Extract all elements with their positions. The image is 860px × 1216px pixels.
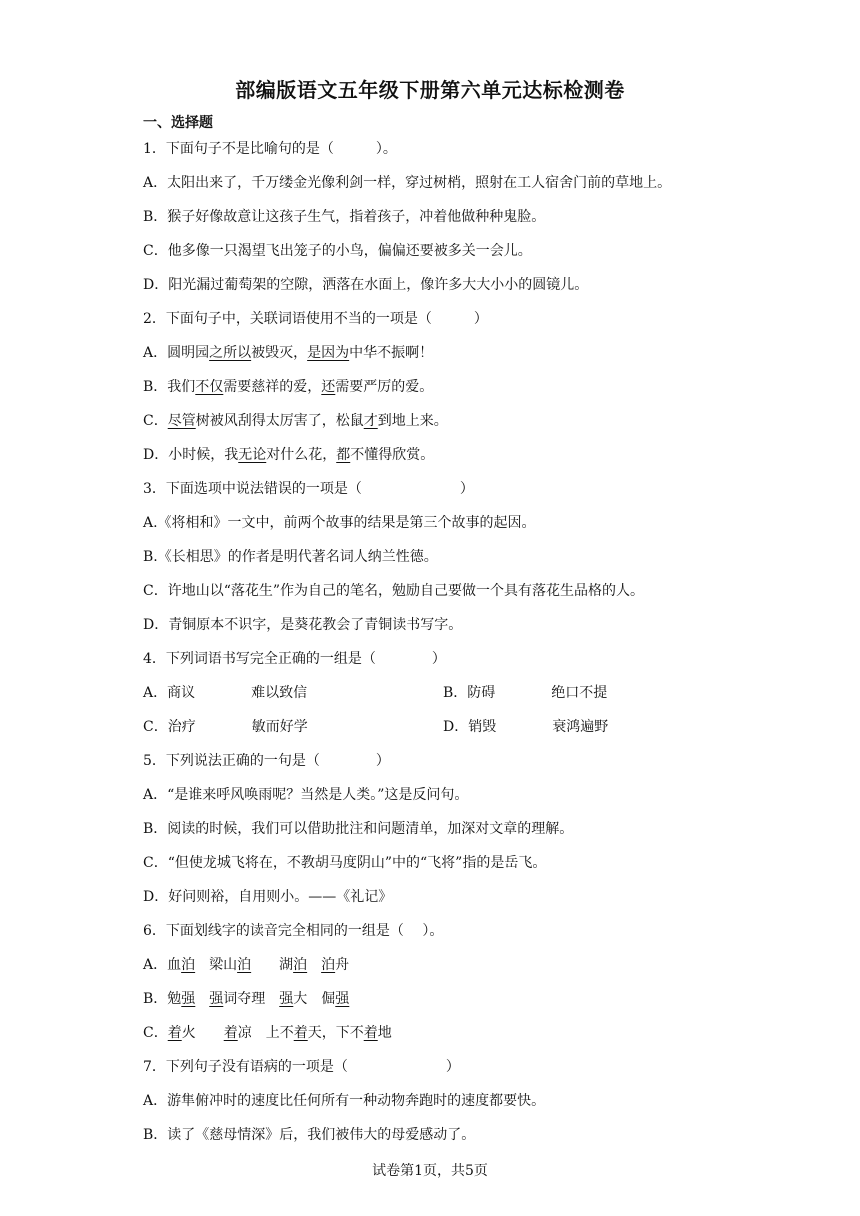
question-5-option-d: D．好问则裕，自用则小。——《礼记》	[143, 889, 393, 905]
question-3-option-d: D．青铜原本不识字，是葵花教会了青铜读书写字。	[143, 617, 463, 633]
question-1-option-c: C．他多像一只渴望飞出笼子的小鸟，偏偏还要被多关一会儿。	[143, 243, 532, 259]
question-4-option-b: B．防碍 绝口不提	[443, 685, 608, 701]
question-6-stem: 6．下面划线字的读音完全相同的一组是（ ）。	[143, 923, 444, 939]
question-3-option-b: B.《长相思》的作者是明代著名词人纳兰性德。	[143, 549, 438, 565]
question-5-option-c: C．“但使龙城飞将在，不教胡马度阴山”中的“飞将”指的是岳飞。	[143, 855, 547, 871]
question-6-option-a: A．血泊 梁山泊 湖泊 泊舟	[143, 957, 350, 973]
question-2-option-a: A．圆明园之所以被毁灭，是因为中华不振啊！	[143, 345, 434, 361]
question-5-stem: 5．下列说法正确的一句是（ ）	[143, 753, 390, 769]
question-6-option-b: B．勉强 强词夺理 强大 倔强	[143, 991, 350, 1007]
question-4-option-c: C．治疗 敏而好学	[143, 719, 308, 735]
question-7-option-a: A．游隼俯冲时的速度比任何所有一种动物奔跑时的速度都要快。	[143, 1093, 546, 1109]
question-2-stem: 2．下面句子中，关联词语使用不当的一项是（ ）	[143, 311, 488, 327]
question-4-option-a: A．商议 难以致信	[143, 685, 308, 701]
question-2-option-d: D．小时候，我无论对什么花，都不懂得欣赏。	[143, 447, 435, 463]
question-2-option-b: B．我们不仅需要慈祥的爱，还需要严厉的爱。	[143, 379, 434, 395]
question-7-stem: 7．下列句子没有语病的一项是（ ）	[143, 1059, 460, 1075]
question-1-option-a: A．太阳出来了，千万缕金光像利剑一样，穿过树梢，照射在工人宿舍门前的草地上。	[143, 175, 672, 191]
question-7-option-b: B．读了《慈母情深》后，我们被伟大的母爱感动了。	[143, 1127, 476, 1143]
question-5-option-b: B．阅读的时候，我们可以借助批注和问题清单，加深对文章的理解。	[143, 821, 574, 837]
question-5-option-a: A．“是谁来呼风唤雨呢？当然是人类。”这是反问句。	[143, 787, 469, 803]
question-4-option-d: D．销毁 衰鸿遍野	[443, 719, 609, 735]
question-1-stem: 1．下面句子不是比喻句的是（ ）。	[143, 141, 397, 157]
question-3-stem: 3．下面选项中说法错误的一项是（ ）	[143, 481, 474, 497]
question-3-option-a: A.《将相和》一文中，前两个故事的结果是第三个故事的起因。	[143, 515, 536, 531]
question-1-option-b: B．猴子好像故意让这孩子生气，指着孩子，冲着他做种种鬼脸。	[143, 209, 546, 225]
page-title: 部编版语文五年级下册第六单元达标检测卷	[235, 78, 625, 102]
question-4-stem: 4．下列词语书写完全正确的一组是（ ）	[143, 651, 446, 667]
section-heading: 一、选择题	[143, 115, 213, 131]
question-6-option-c: C．着火 着凉 上不着天，下不着地	[143, 1025, 392, 1041]
question-3-option-c: C．许地山以“落花生”作为自己的笔名，勉励自己要做一个具有落花生品格的人。	[143, 583, 645, 599]
question-1-option-d: D．阳光漏过葡萄架的空隙，洒落在水面上，像许多大大小小的圆镜儿。	[143, 277, 589, 293]
question-2-option-c: C．尽管树被风刮得太厉害了，松鼠才到地上来。	[143, 413, 448, 429]
page-footer: 试卷第1页，共5页	[372, 1163, 488, 1179]
